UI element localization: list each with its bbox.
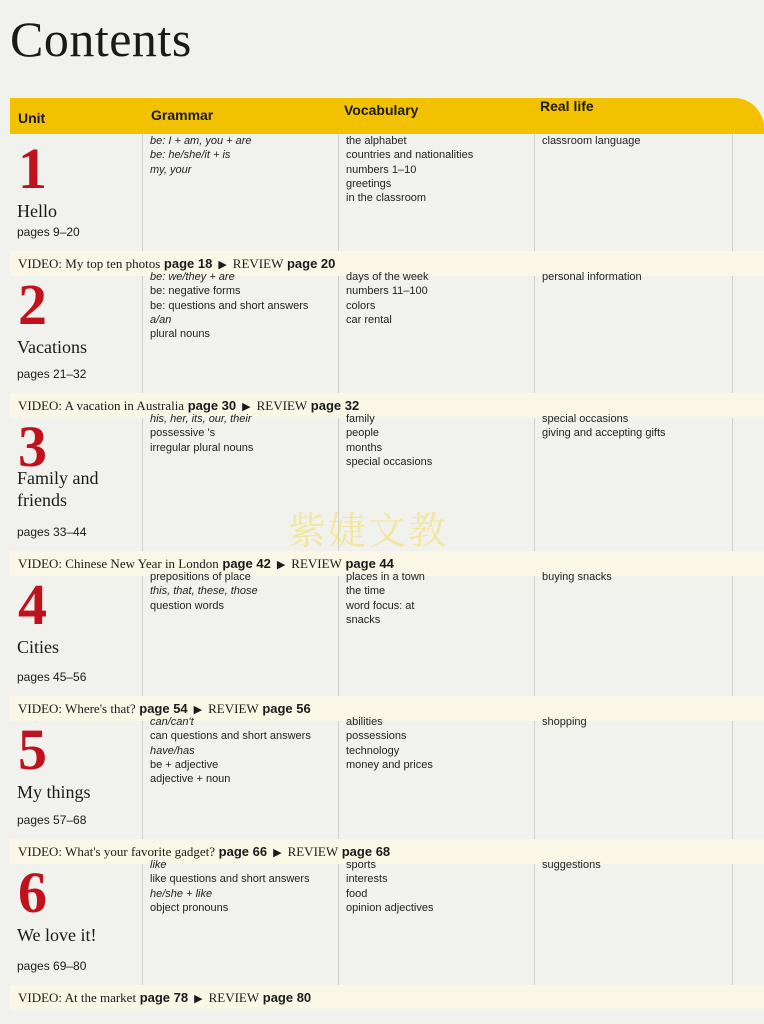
unit-name-line: We love it! bbox=[17, 925, 97, 945]
real-life-item: buying snacks bbox=[542, 571, 612, 583]
grammar-item: my, your bbox=[150, 163, 192, 176]
vocabulary-item: places in a town bbox=[346, 571, 425, 583]
grammar-item: be: questions and short answers bbox=[150, 299, 309, 312]
unit-name-line: friends bbox=[17, 490, 67, 510]
grammar-item: this, that, these, those bbox=[150, 585, 258, 598]
header-vocabulary: Vocabulary bbox=[344, 102, 419, 118]
video-page: page 30 bbox=[187, 398, 237, 413]
vocabulary-item: people bbox=[346, 427, 380, 440]
vocabulary-item: the time bbox=[346, 585, 386, 598]
unit-block bbox=[10, 570, 764, 715]
unit-name-line: Family and bbox=[17, 468, 99, 488]
grammar-list bbox=[150, 858, 310, 915]
grammar-list bbox=[150, 715, 311, 786]
vocabulary-item: months bbox=[346, 441, 383, 454]
vocabulary-list bbox=[346, 134, 473, 205]
video-label: VIDEO: Chinese New Year in London bbox=[18, 556, 219, 571]
vocabulary-list bbox=[346, 858, 433, 915]
vocabulary-item: car rental bbox=[346, 313, 392, 326]
unit-number: 1 bbox=[18, 136, 47, 201]
grammar-item: his, her, its, our, their bbox=[150, 413, 252, 425]
vocabulary-item: countries and nationalities bbox=[346, 149, 474, 162]
review-page: page 68 bbox=[341, 844, 391, 859]
unit-name bbox=[17, 924, 97, 946]
video-label: VIDEO: Where's that? bbox=[18, 701, 136, 716]
review-page: page 20 bbox=[286, 256, 336, 271]
unit-number: 5 bbox=[18, 717, 47, 782]
vocabulary-item: days of the week bbox=[346, 271, 429, 283]
review-page: page 56 bbox=[262, 701, 311, 716]
real-life-list bbox=[542, 134, 640, 148]
vocabulary-item: colors bbox=[346, 299, 376, 312]
vocabulary-item: the alphabet bbox=[346, 135, 407, 147]
unit-pages: pages 45–56 bbox=[17, 670, 87, 684]
grammar-item: have/has bbox=[150, 744, 195, 757]
contents-table bbox=[10, 120, 764, 1010]
unit-name-line: Cities bbox=[17, 637, 60, 657]
watermark: 紫婕文教 bbox=[288, 509, 449, 553]
real-life-item: classroom language bbox=[542, 135, 641, 147]
real-life-item: personal information bbox=[542, 271, 642, 283]
unit-pages: pages 57–68 bbox=[17, 813, 87, 827]
real-life-list bbox=[542, 570, 612, 584]
grammar-list bbox=[150, 570, 258, 613]
review-page: page 44 bbox=[345, 556, 394, 571]
vocabulary-item: word focus: at bbox=[346, 599, 415, 612]
video-label: VIDEO: What's your favorite gadget? bbox=[18, 844, 216, 859]
unit-name-line: Vacations bbox=[17, 337, 87, 357]
grammar-item: plural nouns bbox=[150, 328, 210, 341]
grammar-item: can questions and short answers bbox=[150, 730, 311, 743]
grammar-item: can/can't bbox=[150, 716, 194, 728]
vocabulary-item: special occasions bbox=[346, 455, 433, 468]
unit-name bbox=[17, 636, 59, 658]
video-label: VIDEO: At the market bbox=[18, 990, 137, 1005]
grammar-item: prepositions of place bbox=[150, 571, 251, 583]
unit-name bbox=[17, 781, 91, 803]
grammar-item: a/an bbox=[150, 313, 172, 326]
real-life-list bbox=[542, 412, 666, 441]
review-label: REVIEW bbox=[208, 990, 260, 1005]
arrow-right-icon: ▶ bbox=[193, 704, 203, 716]
video-page: page 18 bbox=[163, 256, 213, 271]
real-life-item: suggestions bbox=[542, 859, 601, 871]
video-page: page 42 bbox=[222, 556, 271, 571]
unit-name bbox=[17, 336, 87, 358]
unit-pages: pages 9–20 bbox=[17, 225, 80, 239]
vocabulary-item: in the classroom bbox=[346, 192, 427, 205]
grammar-item: adjective + noun bbox=[150, 773, 231, 786]
vocabulary-item: money and prices bbox=[346, 758, 433, 771]
vocabulary-item: possessions bbox=[346, 730, 407, 743]
video-page: page 66 bbox=[218, 844, 268, 859]
review-label: REVIEW bbox=[291, 556, 342, 571]
grammar-item: object pronouns bbox=[150, 901, 229, 914]
vocabulary-item: greetings bbox=[346, 177, 392, 190]
grammar-item: like bbox=[150, 859, 167, 871]
unit-number: 3 bbox=[18, 414, 47, 479]
grammar-item: irregular plural nouns bbox=[150, 441, 254, 454]
video-bar bbox=[10, 985, 764, 1010]
unit-name-line: Hello bbox=[17, 201, 57, 221]
unit-name-line: My things bbox=[17, 782, 91, 802]
vocabulary-item: technology bbox=[346, 744, 400, 757]
review-label: REVIEW bbox=[256, 398, 308, 413]
video-page: page 54 bbox=[139, 701, 188, 716]
video-label: VIDEO: A vacation in Australia bbox=[18, 398, 185, 413]
grammar-item: question words bbox=[150, 599, 224, 612]
grammar-list bbox=[150, 270, 308, 341]
vocabulary-item: family bbox=[346, 413, 375, 425]
review-page: page 32 bbox=[310, 398, 360, 413]
real-life-item: special occasions bbox=[542, 413, 629, 425]
vocabulary-list bbox=[346, 570, 425, 627]
vocabulary-item: sports bbox=[346, 859, 376, 871]
vocabulary-item: opinion adjectives bbox=[346, 901, 434, 914]
grammar-item: he/she + like bbox=[150, 887, 213, 900]
review-label: REVIEW bbox=[287, 844, 339, 859]
unit-number: 6 bbox=[18, 860, 47, 925]
arrow-right-icon: ▶ bbox=[218, 259, 227, 271]
vocabulary-item: snacks bbox=[346, 613, 381, 626]
real-life-item: giving and accepting gifts bbox=[542, 427, 666, 440]
real-life-list bbox=[542, 858, 601, 872]
arrow-right-icon: ▶ bbox=[194, 993, 203, 1005]
unit-block bbox=[10, 270, 764, 412]
unit-name bbox=[17, 467, 99, 511]
unit-number: 4 bbox=[18, 572, 47, 637]
grammar-item: like questions and short answers bbox=[150, 873, 310, 886]
video-label: VIDEO: My top ten photos bbox=[18, 256, 161, 271]
real-life-item: shopping bbox=[542, 716, 587, 728]
vocabulary-list bbox=[346, 270, 429, 327]
vocabulary-item: food bbox=[346, 887, 368, 900]
page-title: Contents bbox=[10, 11, 192, 67]
unit-block bbox=[10, 715, 764, 858]
grammar-item: be: we/they + are bbox=[150, 271, 235, 283]
grammar-item: be: he/she/it + is bbox=[150, 149, 231, 162]
grammar-list bbox=[150, 134, 252, 177]
unit-name bbox=[17, 200, 57, 222]
header-grammar: Grammar bbox=[151, 107, 214, 123]
video-page: page 78 bbox=[139, 990, 189, 1005]
grammar-item: be + adjective bbox=[150, 758, 219, 771]
unit-number: 2 bbox=[18, 272, 47, 337]
vocabulary-item: interests bbox=[346, 873, 388, 886]
vocabulary-item: abilities bbox=[346, 716, 383, 728]
arrow-right-icon: ▶ bbox=[276, 559, 286, 571]
grammar-list bbox=[150, 412, 253, 455]
grammar-item: be: I + am, you + are bbox=[150, 135, 252, 147]
unit-block bbox=[10, 858, 764, 1004]
header-real-life: Real life bbox=[540, 98, 594, 114]
grammar-item: be: negative forms bbox=[150, 285, 241, 298]
grammar-item: possessive 's bbox=[150, 427, 216, 440]
unit-pages: pages 69–80 bbox=[17, 959, 87, 973]
arrow-right-icon: ▶ bbox=[273, 847, 282, 859]
arrow-right-icon: ▶ bbox=[242, 401, 251, 413]
review-page: page 80 bbox=[262, 990, 312, 1005]
unit-pages: pages 21–32 bbox=[17, 367, 87, 381]
vocabulary-list bbox=[346, 412, 432, 469]
vocabulary-item: numbers 11–100 bbox=[346, 285, 428, 298]
review-label: REVIEW bbox=[208, 701, 259, 716]
real-life-list bbox=[542, 270, 642, 284]
unit-pages: pages 33–44 bbox=[17, 525, 87, 539]
header-unit: Unit bbox=[18, 110, 46, 126]
vocabulary-list bbox=[346, 715, 433, 772]
unit-block bbox=[10, 134, 764, 270]
review-label: REVIEW bbox=[232, 256, 284, 271]
vocabulary-item: numbers 1–10 bbox=[346, 163, 417, 176]
real-life-list bbox=[542, 715, 587, 729]
